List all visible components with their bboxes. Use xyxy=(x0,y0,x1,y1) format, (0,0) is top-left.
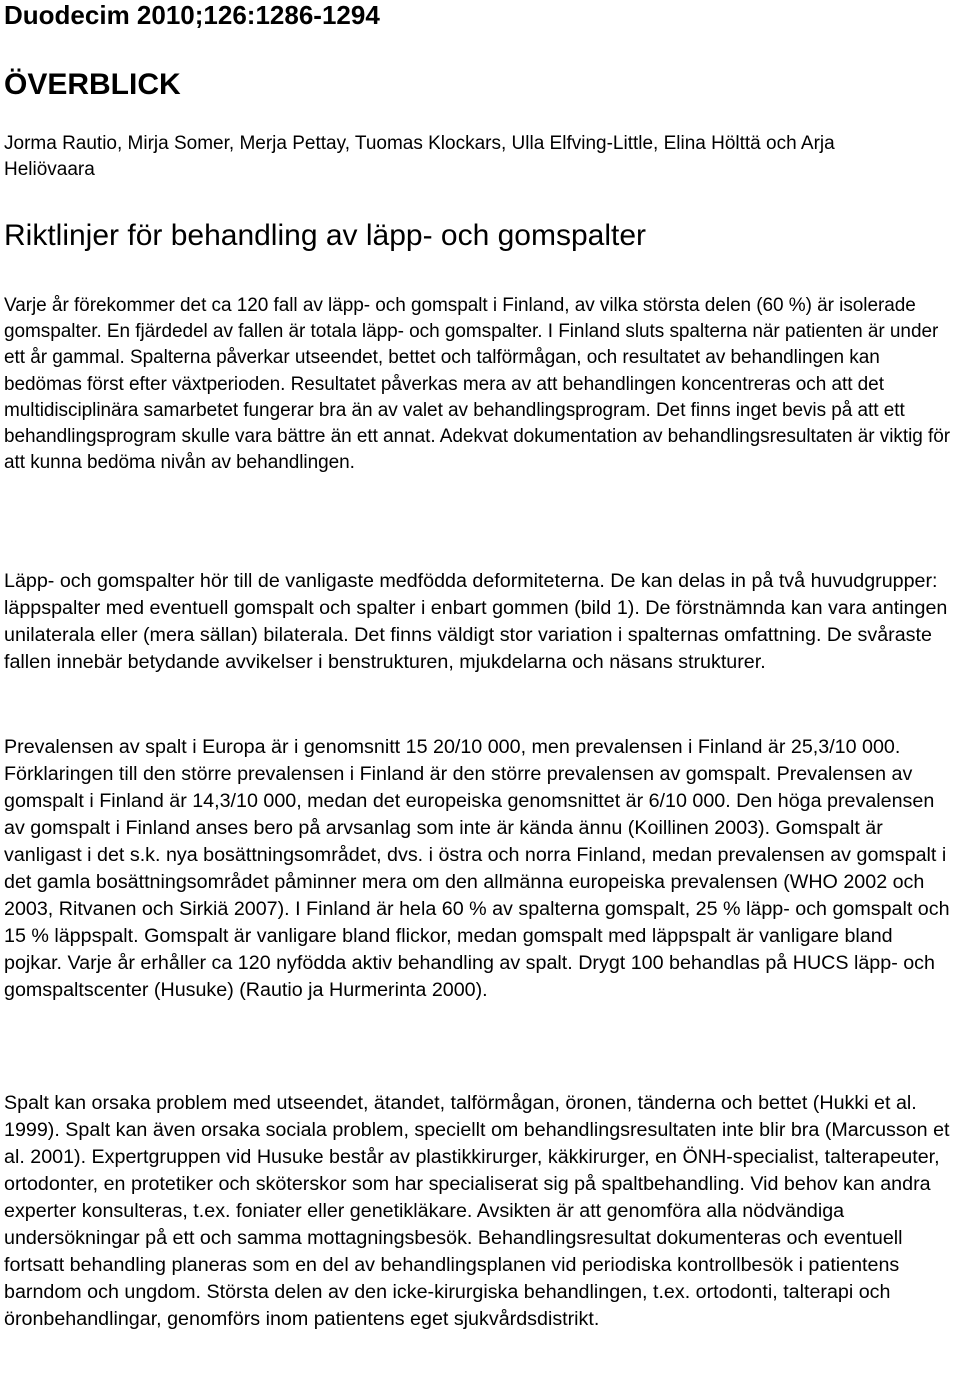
body-paragraph-1: Läpp- och gomspalter hör till de vanligaste medfödda deformiteterna. De kan delas in på två huvudgrupper: läppspalter med eventuell gomspalt och spalter i enbart gommen (bild 1). De förstnämnda kan vara antingen unilaterala eller (mera sällan) bilaterala. Det finns väldigt stor variation i spalternas omfattning. De svåraste fallen innebär betydande avvikelser i benstrukturen, mjukdelarna och näsans strukturer. xyxy=(4,570,948,673)
abstract-paragraph: Varje år förekommer det ca 120 fall av läpp- och gomspalt i Finland, av vilka största delen (60 %) är isolerade gomspalter. En fjärdedel av fallen är totala läpp- och gomspalter. I Finland sluts spalterna när patienten är under ett år gammal. Spalterna påverkar utseendet, bettet och talförmågan, och resultatet av behandlingen kan bedömas först efter växtperioden. Resultatet påverkas mera av att behandlingen koncentreras och att det multidisciplinära samarbetet fungerar bra än av valet av behandlingsprogram. Det finns inget bevis på att ett behandlingsprogram skulle vara bättre än ett annat. Adekvat dokumentation av behandlingsresultaten är viktig för att kunna bedöma nivån av behandlingen. xyxy=(4,295,951,474)
body-paragraph-3: Spalt kan orsaka problem med utseendet, ätandet, talförmågan, öronen, tänderna och bettet (Hukki et al. 1999). Spalt kan även orsaka sociala problem, speciellt om behandlingsresultaten inte blir bra (Marcusson et al. 2001). Expertgruppen vid Husuke består av plastikkirurger, käkkirurger, en ÖNH-specialist, talterapeuter, ortodonter, en protetiker och sköterskor som har specialiserat sig på spaltbehandling. Vid behov kan andra experter konsulteras, t.ex. foniater eller genetikläkare. Avsikten är att genomföra alla nödvändiga undersökningar på ett och samma mottagningsbesök. Behandlingsresultat dokumenteras och eventuell fortsatt behandling planeras som en del av behandlingsplanen vid periodiska kontrollbesök i patientens barndom och ungdom. Största delen av den icke-kirurgiska behandlingen, t.ex. ortodonti, talterapi och öronbehandlingar, genomförs inom patientens eget sjukvårdsdistrikt. xyxy=(4,1092,950,1330)
journal-reference: Duodecim 2010;126:1286-1294 xyxy=(4,0,380,30)
section-label: ÖVERBLICK xyxy=(4,68,181,101)
body-paragraph-2: Prevalensen av spalt i Europa är i genomsnitt 15 20/10 000, men prevalensen i Finland är 25,3/10 000. Förklaringen till den större prevalensen i Finland är den större prevalensen av gomspalt. Prevalensen av gomspalt i Finland är 14,3/10 000, medan det europeiska genomsnittet är 6/10 000. Den höga prevalensen av gomspalt i Finland anses bero på arvsanlag som inte är kända ännu (Koillinen 2003). Gomspalt är vanligast i det s.k. nya bosättningsområdet, dvs. i östra och norra Finland, medan prevalensen av gomspalt i det gamla bosättningsområdet påminner mera om den allmänna europeiska prevalensen (WHO 2002 och 2003, Ritvanen och Sirkiä 2007). I Finland är hela 60 % av spalterna gomspalt, 25 % läpp- och gomspalt och 15 % läppspalt. Gomspalt är vanligare bland flickor, medan gomspalt med läppspalt är vanligare bland pojkar. Varje år erhåller ca 120 nyfödda aktiv behandling av spalt. Drygt 100 behandlas på HUCS läpp- och gomspaltscenter (Husuke) (Rautio ja Hurmerinta 2000). xyxy=(4,736,950,1001)
author-list: Jorma Rautio, Mirja Somer, Merja Pettay, Tuomas Klockars, Ulla Elfving-Little, Elina Hölttä och Arja Heliövaara xyxy=(4,133,835,180)
article-title: Riktlinjer för behandling av läpp- och gomspalter xyxy=(4,219,647,252)
